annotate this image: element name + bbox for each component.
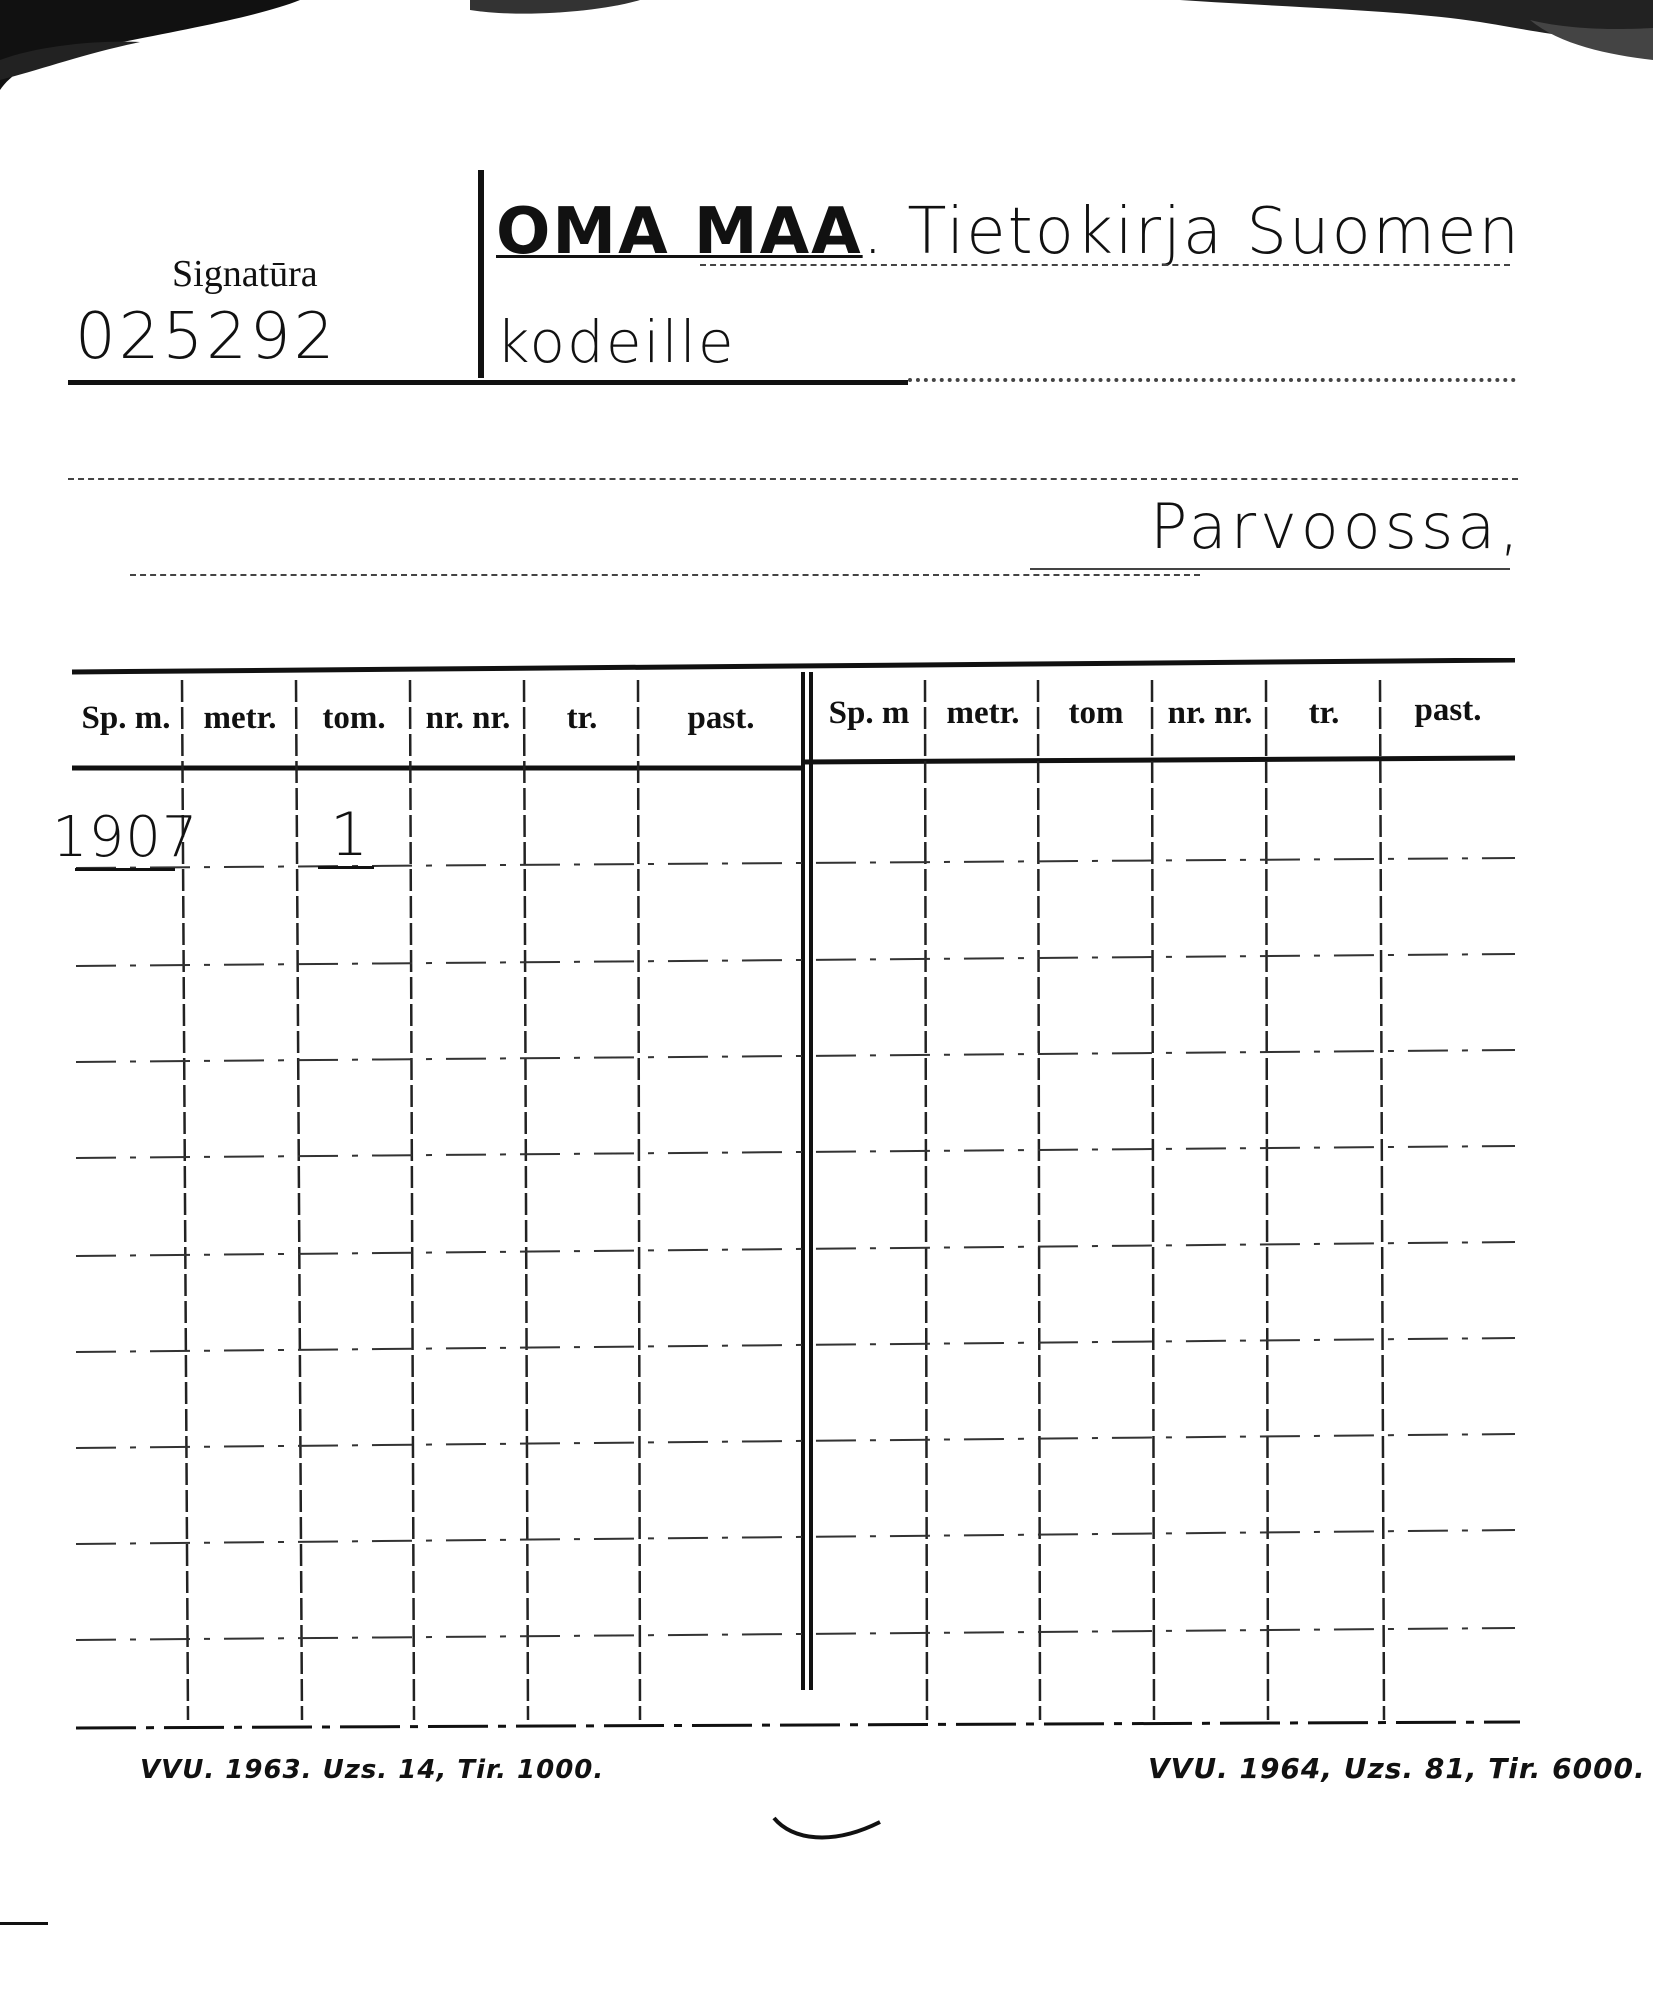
- signatura-value: 025292: [75, 300, 338, 374]
- header-sp-m-right: Sp. m: [828, 695, 910, 731]
- header-metr: metr.: [203, 700, 277, 736]
- header-tr: tr.: [566, 700, 598, 736]
- blank-line-1: [68, 478, 1518, 480]
- place-underline: [1030, 568, 1510, 570]
- header-nr-nr-right: nr. nr.: [1167, 695, 1253, 731]
- title-main: OMA MAA: [496, 195, 863, 269]
- fold-mark: [772, 1810, 892, 1850]
- ledger-grid: [70, 658, 1520, 1738]
- entry-tom-underline: [318, 866, 374, 869]
- header-past-right: past.: [1414, 692, 1482, 728]
- title-line-1: [496, 195, 1521, 269]
- signatura-rule: [68, 380, 908, 385]
- place-text: Parvoossa,: [1150, 490, 1523, 563]
- title-underline-dashed: [700, 264, 1510, 266]
- header-sp-m: Sp. m.: [81, 700, 171, 736]
- entry-sp-m-underline: [75, 868, 175, 871]
- blank-line-2: [130, 574, 1200, 576]
- scan-blot: [0, 0, 1653, 140]
- edge-mark: [0, 1922, 48, 1925]
- entry-tom: 1: [330, 800, 369, 870]
- footer-left-print-code: VVU. 1963. Uzs. 14, Tir. 1000.: [140, 1755, 605, 1785]
- signatura-rule-dotted: [908, 378, 1516, 382]
- title-rest: . Tietokirja Suomen: [862, 195, 1521, 269]
- signatura-label: Signatūra: [172, 253, 318, 295]
- header-nr-nr: nr. nr.: [425, 700, 511, 736]
- title-vertical-bar: [478, 170, 484, 378]
- header-past: past.: [687, 700, 755, 736]
- header-tom: tom.: [322, 700, 386, 736]
- entry-sp-m: 1907: [52, 805, 199, 870]
- header-metr-right: metr.: [946, 695, 1020, 731]
- header-tr-right: tr.: [1308, 695, 1340, 731]
- title-line-2: kodeille: [496, 308, 736, 376]
- header-tom-right: tom: [1068, 695, 1124, 731]
- footer-right-print-code: VVU. 1964, Uzs. 81, Tir. 6000.: [1148, 1752, 1646, 1785]
